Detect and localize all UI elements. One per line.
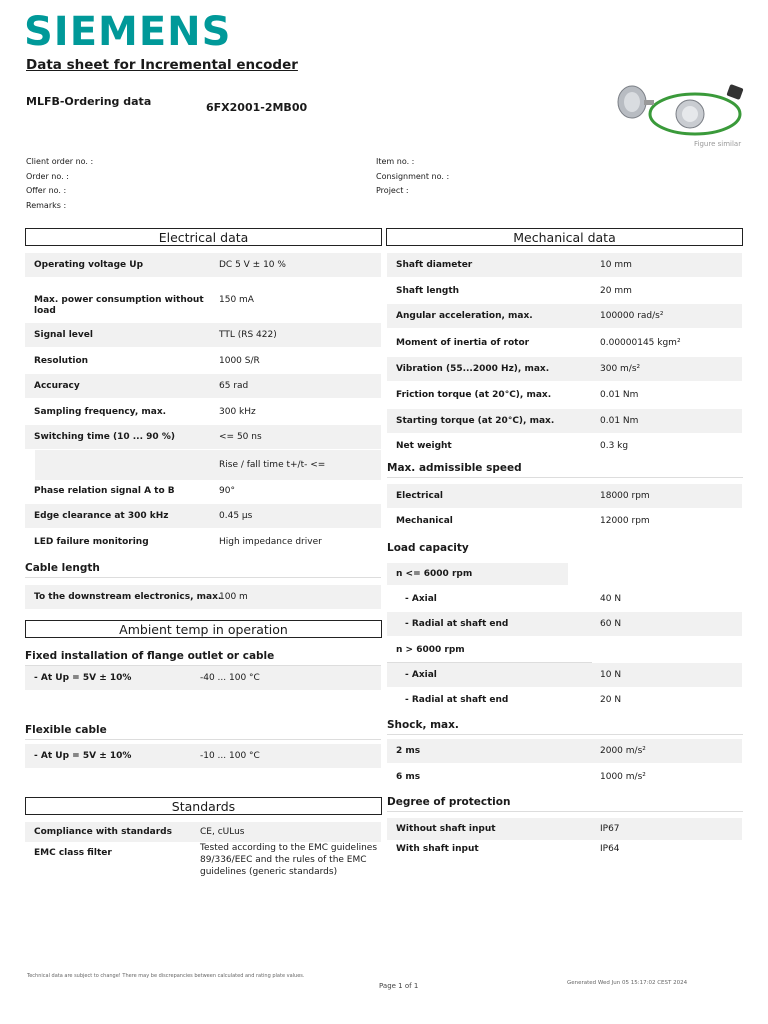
meta-left <box>26 155 93 213</box>
table-row <box>387 253 742 277</box>
meta-order-no: Order no. : <box>26 171 69 181</box>
row-value: Tested according to the EMC guidelines 89/336/EEC and the rules of the EMC guidelines (generic standards) <box>200 843 378 877</box>
figure-caption: Figure similar <box>694 140 742 148</box>
row-value: 90° <box>219 486 235 496</box>
mechanical-data-header: Mechanical data <box>386 228 743 246</box>
row-value: <= 50 ns <box>219 432 262 442</box>
row-value: 10 mm <box>600 260 632 270</box>
table-row <box>387 484 742 508</box>
page-number: Page 1 of 1 <box>379 982 419 990</box>
row-value: 60 N <box>600 619 622 629</box>
table-row <box>25 504 381 528</box>
table-row <box>387 612 742 636</box>
row-label: 2 ms <box>396 746 421 756</box>
row-label: - Axial <box>405 670 437 680</box>
table-row <box>387 330 742 356</box>
load-group-1 <box>387 563 568 585</box>
table-row <box>387 663 742 687</box>
row-value: IP64 <box>600 844 620 854</box>
row-value: 10 N <box>600 670 622 680</box>
row-value: 100000 rad/s² <box>600 311 664 321</box>
document-title: Data sheet for Incremental encoder <box>26 57 298 73</box>
row-label: Resolution <box>34 356 89 366</box>
table-row <box>25 253 381 277</box>
fixed-installation-heading: Fixed installation of flange outlet or cable <box>25 650 381 666</box>
row-label: EMC class filter <box>34 848 112 858</box>
row-value: DC 5 V ± 10 % <box>219 260 286 270</box>
row-value: 300 kHz <box>219 407 256 417</box>
load-group-2 <box>387 641 592 663</box>
row-label: Compliance with standards <box>34 827 172 837</box>
table-row <box>387 383 742 407</box>
table-row <box>387 304 742 328</box>
flexible-cable-heading: Flexible cable <box>25 724 381 740</box>
siemens-logo: SIEMENS <box>24 9 232 55</box>
table-row <box>387 587 742 611</box>
table-row <box>387 739 742 763</box>
table-row <box>25 349 381 373</box>
cable-length-heading: Cable length <box>25 562 381 578</box>
row-value: 1000 m/s² <box>600 772 646 782</box>
row-label: - Radial at shaft end <box>405 619 509 629</box>
row-label: - Radial at shaft end <box>405 695 509 705</box>
row-label: To the downstream electronics, max. <box>34 592 222 602</box>
table-row <box>25 323 381 347</box>
table-row <box>25 842 381 882</box>
table-row <box>387 765 742 789</box>
meta-item-no: Item no. : <box>376 157 415 166</box>
table-row <box>25 400 381 424</box>
mlfb-value: 6FX2001-2MB00 <box>206 101 308 114</box>
row-value: 2000 m/s² <box>600 746 646 756</box>
row-label: - At Up = 5V ± 10% <box>34 673 132 683</box>
row-label: Net weight <box>396 441 452 451</box>
table-row <box>25 585 381 609</box>
row-label: Shaft diameter <box>396 260 473 270</box>
row-label: n > 6000 rpm <box>396 645 465 655</box>
table-row <box>387 688 742 712</box>
row-label: Starting torque (at 20°C), max. <box>396 416 555 426</box>
ambient-temp-header: Ambient temp in operation <box>25 620 382 638</box>
row-label: Vibration (55...2000 Hz), max. <box>396 364 550 374</box>
row-label: Moment of inertia of rotor <box>396 338 530 348</box>
meta-right <box>376 155 449 199</box>
row-label: Accuracy <box>34 381 80 391</box>
meta-consignment-no: Consignment no. : <box>376 171 450 181</box>
row-label: Switching time (10 ... 90 %) <box>34 432 175 442</box>
meta-project: Project : <box>376 186 409 195</box>
row-value: 18000 rpm <box>600 491 650 501</box>
row-value: TTL (RS 422) <box>219 330 277 340</box>
row-label: Signal level <box>34 330 93 340</box>
row-value: CE, cULus <box>200 827 245 837</box>
row-value: 40 N <box>600 594 622 604</box>
row-label: Phase relation signal A to B <box>34 486 175 496</box>
row-label: Operating voltage Up <box>34 260 144 270</box>
table-row <box>387 434 742 458</box>
row-value: 0.01 Nm <box>600 390 639 400</box>
row-label: - Axial <box>405 594 437 604</box>
row-value: 1000 S/R <box>219 356 260 366</box>
row-value: -10 ... 100 °C <box>200 751 260 761</box>
table-row <box>25 530 381 554</box>
meta-remarks: Remarks : <box>26 200 67 210</box>
row-label: Edge clearance at 300 kHz <box>34 511 169 521</box>
table-row <box>25 283 381 323</box>
table-row <box>25 425 381 449</box>
table-row <box>25 744 381 768</box>
row-value: 65 rad <box>219 381 249 391</box>
electrical-data-header: Electrical data <box>25 228 382 246</box>
load-capacity-heading: Load capacity <box>387 542 469 554</box>
row-value: IP67 <box>600 824 620 834</box>
row-value: 0.00000145 kgm² <box>600 338 681 348</box>
row-label: Mechanical <box>396 516 453 526</box>
protection-heading: Degree of protection <box>387 796 743 812</box>
row-label: Friction torque (at 20°C), max. <box>396 390 552 400</box>
mlfb-label: MLFB-Ordering data <box>26 95 152 108</box>
row-label: Electrical <box>396 491 443 501</box>
row-value: Rise / fall time t+/t- <= <box>219 460 326 470</box>
table-row <box>25 479 381 503</box>
row-label: 6 ms <box>396 772 421 782</box>
row-value: 0.01 Nm <box>600 416 639 426</box>
generated-timestamp: Generated Wed Jun 05 15:17:02 CEST 2024 <box>567 980 688 986</box>
table-row <box>387 840 742 860</box>
row-label: n <= 6000 rpm <box>396 569 473 579</box>
table-row <box>387 409 742 433</box>
row-value: 20 mm <box>600 286 632 296</box>
table-row <box>25 666 381 690</box>
encoder-product-image <box>610 76 744 142</box>
row-label: Shaft length <box>396 286 460 296</box>
row-label: Sampling frequency, max. <box>34 407 167 417</box>
row-label: LED failure monitoring <box>34 537 149 547</box>
meta-client-order: Client order no. : <box>26 157 94 166</box>
row-label: Max. power consumption without load <box>34 295 204 316</box>
standards-header: Standards <box>25 797 382 815</box>
row-value: 100 m <box>219 592 248 602</box>
table-row <box>25 374 381 398</box>
row-label: Without shaft input <box>396 824 496 834</box>
row-value: 20 N <box>600 695 622 705</box>
row-label: Angular acceleration, max. <box>396 311 533 321</box>
row-label: - At Up = 5V ± 10% <box>34 751 132 761</box>
row-value: -40 ... 100 °C <box>200 673 260 683</box>
table-row <box>387 509 742 533</box>
row-value: 12000 rpm <box>600 516 650 526</box>
row-value: 300 m/s² <box>600 364 641 374</box>
footer-disclaimer: Technical data are subject to change! There may be discrepancies between calculated and rating plate values. <box>27 973 305 979</box>
table-row <box>35 450 381 480</box>
meta-offer-no: Offer no. : <box>26 186 67 195</box>
shock-heading: Shock, max. <box>387 719 743 735</box>
table-row <box>387 279 742 303</box>
table-row <box>25 822 381 842</box>
row-value: 0.3 kg <box>600 441 629 451</box>
row-value: 150 mA <box>219 295 254 305</box>
row-value: 0.45 μs <box>219 511 253 521</box>
table-row <box>387 818 742 840</box>
max-speed-heading: Max. admissible speed <box>387 462 743 478</box>
row-value: High impedance driver <box>219 537 322 547</box>
table-row <box>387 357 742 381</box>
row-label: With shaft input <box>396 844 479 854</box>
